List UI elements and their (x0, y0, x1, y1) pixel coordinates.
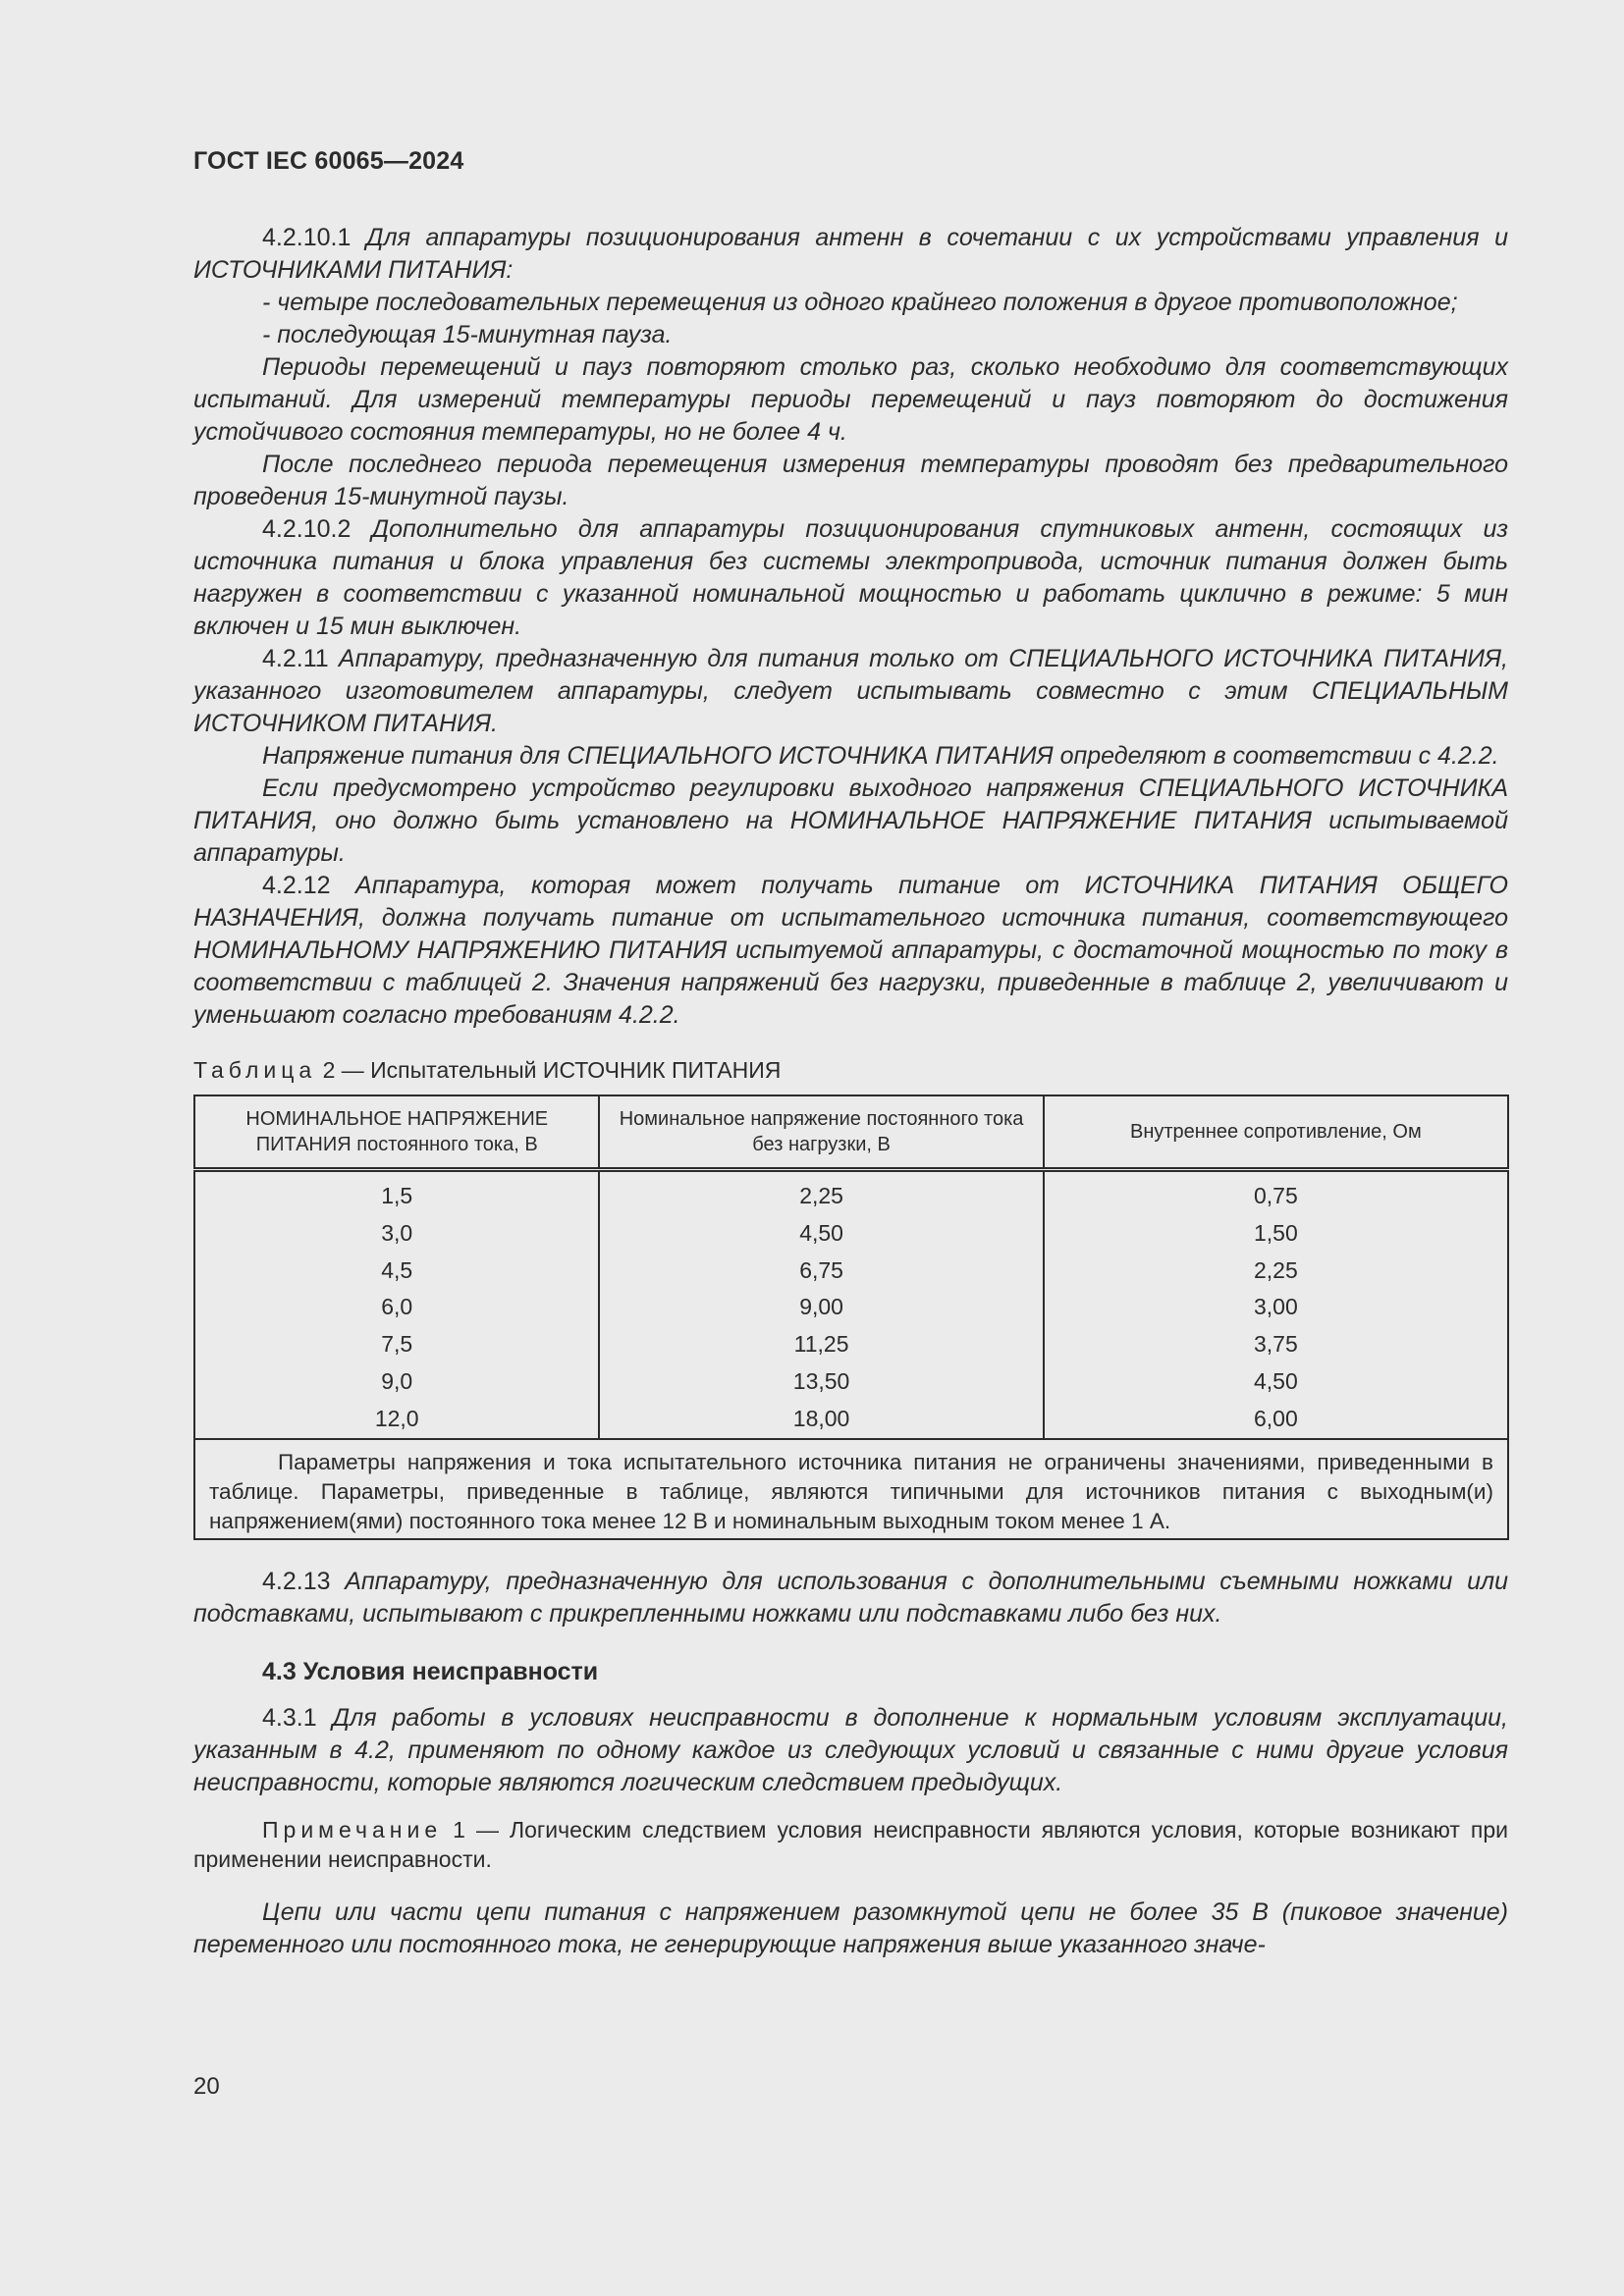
table-note-row (194, 1439, 1508, 1539)
table-note-text: Параметры напряжения и тока испытательного источника питания не ограничены значениями, приведенными в таблице. Параметры, приведенные в таблице, являются типичными для источников питания с выходным(и) напряжением(ями) постоянного тока менее 12 В и номинальным выходным током менее 1 А. (209, 1449, 1493, 1533)
table-cell: 3,00 (1044, 1289, 1508, 1326)
clause-text: Для работы в условиях неисправности в дополнение к нормальным условиям эксплуатации, указанным в 4.2, применяют по одному каждое из следующих условий и связанные с ними другие условия неисправности, которые являются логическим следствием предыдущих. (193, 1703, 1508, 1796)
table-row (194, 1253, 1508, 1290)
page-number: 20 (193, 2073, 220, 2100)
table-cell: 6,75 (599, 1253, 1043, 1290)
table-cell: 3,75 (1044, 1326, 1508, 1363)
section-heading: 4.3 Условия неисправности (262, 1657, 599, 1685)
clause-number: 4.2.13 (262, 1567, 331, 1595)
paragraph: Если предусмотрено устройство регулировки выходного напряжения СПЕЦИАЛЬНОГО ИСТОЧНИКА ПИТАНИЯ, оно должно быть установлено на НОМИНАЛЬНОЕ НАПРЯЖЕНИЕ ПИТАНИЯ испытываемой аппаратуры. (193, 774, 1508, 867)
table-cell: 4,50 (1044, 1363, 1508, 1401)
list-item: - четыре последовательных перемещения из одного крайнего положения в другое противоположное; (262, 289, 1458, 316)
document-body (193, 222, 1508, 1961)
table-header-row (194, 1095, 1508, 1170)
table-cell: 4,50 (599, 1215, 1043, 1253)
table-row (194, 1215, 1508, 1253)
clause-4-3-1 (193, 1702, 1508, 1799)
table-cell: 2,25 (599, 1170, 1043, 1215)
table-row (194, 1170, 1508, 1215)
table-cell: 3,0 (381, 1219, 413, 1246)
table-cell: 1,5 (381, 1183, 413, 1208)
clause-text: Аппаратуру, предназначенную для питания только от СПЕЦИАЛЬНОГО ИСТОЧНИКА ПИТАНИЯ, указанного изготовителем аппаратуры, следует испытывать совместно с этим СПЕЦИАЛЬНЫМ ИСТОЧНИКОМ ПИТАНИЯ. (193, 645, 1509, 737)
note-1 (193, 1815, 1508, 1874)
clause-number: 4.2.10.2 (262, 515, 352, 543)
list-item: - последующая 15-минутная пауза. (262, 321, 673, 348)
clause-4-2-12 (193, 870, 1508, 1032)
clause-4-2-10-1 (193, 222, 1508, 287)
note-label: Примечание (262, 1816, 443, 1842)
note-text: 1 — Логическим следствием условия неисправности являются условия, которые возникают при применении неисправности. (193, 1816, 1509, 1872)
column-header: Внутреннее сопротивление, Ом (1044, 1095, 1508, 1170)
table-cell: 2,25 (1044, 1253, 1508, 1290)
table-cell: 9,00 (599, 1289, 1043, 1326)
table-note (194, 1439, 1508, 1539)
table-caption-text: 2 — Испытательный ИСТОЧНИК ПИТАНИЯ (322, 1057, 782, 1083)
paragraph: Цепи или части цепи питания с напряжением разомкнутой цепи не более 35 В (пиковое значение) переменного или постоянного тока, не генерирующие напряжения выше указанного значе- (193, 1897, 1508, 1958)
table-cell: 1,50 (1044, 1215, 1508, 1253)
test-power-supply-table (193, 1095, 1509, 1540)
table-caption-label: Таблица (193, 1057, 317, 1083)
table-row (194, 1326, 1508, 1363)
table-cell: 13,50 (599, 1363, 1043, 1401)
clause-number: 4.2.11 (262, 645, 329, 672)
clause-4-2-13 (193, 1566, 1508, 1630)
column-header: НОМИНАЛЬНОЕ НАПРЯЖЕНИЕ ПИТАНИЯ постоянного тока, В (194, 1095, 599, 1170)
clause-4-2-11 (193, 643, 1508, 740)
clause-number: 4.2.10.1 (262, 224, 352, 251)
table-cell: 7,5 (381, 1331, 413, 1358)
table-cell: 9,0 (381, 1367, 413, 1394)
table-caption (193, 1055, 1508, 1085)
paragraph: После последнего периода перемещения измерения температуры проводят без предварительного проведения 15-минутной паузы. (193, 451, 1508, 510)
clause-text: Для аппаратуры позиционирования антенн в сочетании с их устройствами управления и ИСТОЧНИКАМИ ПИТАНИЯ: (193, 224, 1508, 284)
clause-number: 4.3.1 (262, 1703, 317, 1732)
table-cell: 6,0 (381, 1294, 413, 1320)
table-row (194, 1363, 1508, 1401)
clause-number: 4.2.12 (262, 872, 331, 899)
table-cell: 4,5 (381, 1256, 413, 1283)
table-cell: 0,75 (1044, 1170, 1508, 1215)
table-cell: 12,0 (374, 1405, 419, 1431)
column-header: Номинальное напряжение постоянного тока без нагрузки, В (599, 1095, 1043, 1170)
paragraph: Напряжение питания для СПЕЦИАЛЬНОГО ИСТОЧНИКА ПИТАНИЯ определяют в соответствии с 4.2.2. (262, 742, 1499, 770)
clause-4-2-10-2 (193, 513, 1508, 643)
clause-text: Аппаратуру, предназначенную для использования с дополнительными съемными ножками или подставками, испытывают с прикрепленными ножками или подставками либо без них. (193, 1567, 1509, 1628)
table-cell: 11,25 (599, 1326, 1043, 1363)
table-row (194, 1289, 1508, 1326)
document-code: ГОСТ IEC 60065—2024 (193, 147, 464, 175)
clause-text: Аппаратура, которая может получать питание от ИСТОЧНИКА ПИТАНИЯ ОБЩЕГО НАЗНАЧЕНИЯ, должна получать питание от испытательного источника питания, соответствующего НОМИНАЛЬНОМУ НАПРЯЖЕНИЮ ПИТАНИЯ испытуемой аппаратуры, с достаточной мощностью по току в соответствии с таблицей 2. Значения напряжений без нагрузки, приведенные в таблице 2, увеличивают и уменьшают согласно требованиям 4.2.2. (193, 872, 1508, 1029)
clause-text: Дополнительно для аппаратуры позиционирования спутниковых антенн, состоящих из источника питания и блока управления без системы электропривода, источник питания должен быть нагружен в соответствии с указанной номинальной мощностью и работать циклично в режиме: 5 мин включен и 15 мин выключен. (193, 515, 1508, 640)
table-cell: 18,00 (599, 1401, 1043, 1439)
table-cell: 6,00 (1044, 1401, 1508, 1439)
paragraph: Периоды перемещений и пауз повторяют столько раз, сколько необходимо для соответствующих испытаний. Для измерений температуры периоды перемещений и пауз повторяют до достижения устойчивого состояния температуры, но не более 4 ч. (193, 353, 1508, 446)
table-row (194, 1401, 1508, 1439)
